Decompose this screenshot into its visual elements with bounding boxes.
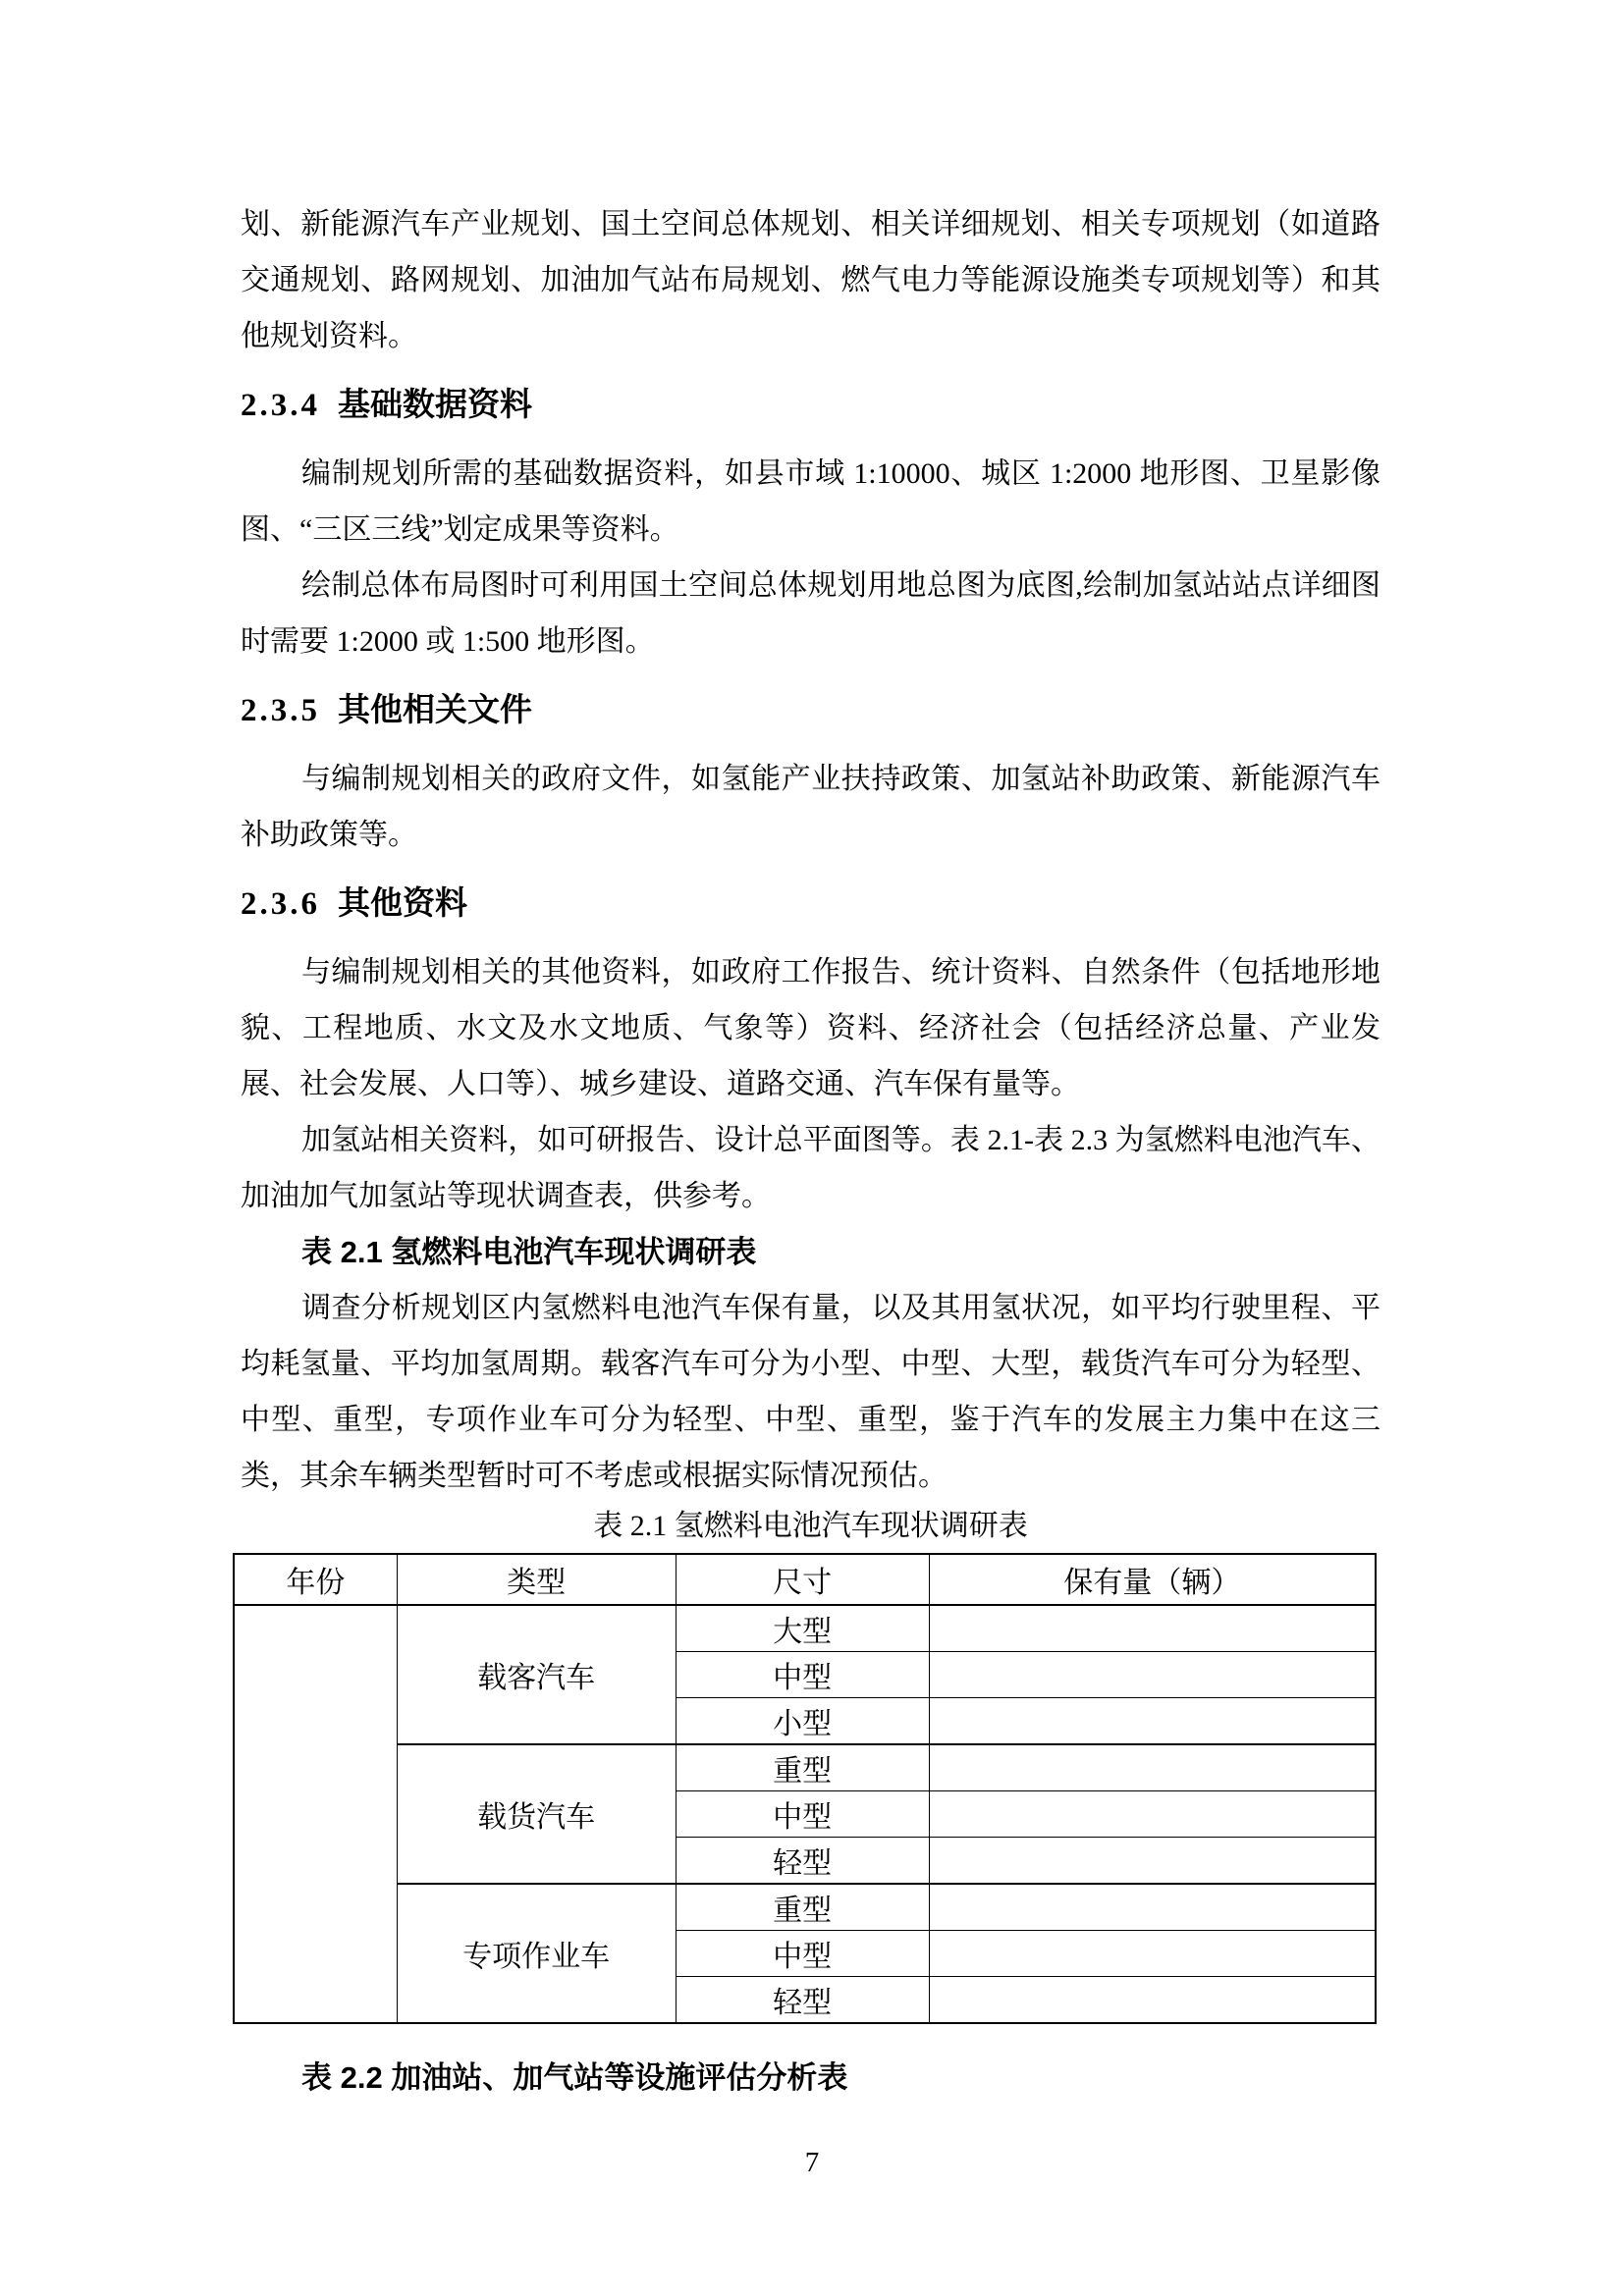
cell-size: 重型	[676, 1884, 929, 1931]
header-type: 类型	[397, 1554, 676, 1605]
cell-size: 中型	[676, 1931, 929, 1977]
cell-size: 大型	[676, 1605, 929, 1652]
paragraph: 编制规划所需的基础数据资料，如县市域 1:10000、城区 1:2000 地形图、卫星影像图、“三区三线”划定成果等资料。	[241, 457, 1380, 546]
cell-size: 重型	[676, 1744, 929, 1791]
section-heading-2-3-5	[241, 683, 1380, 739]
section-title: 其他资料	[338, 886, 467, 922]
cell-value	[929, 1744, 1376, 1791]
section-number: 2.3.6	[241, 886, 320, 922]
table-2-1-caption: 表 2.1 氢燃料电池汽车现状调研表	[593, 1510, 1028, 1542]
table-header-row	[234, 1554, 1376, 1605]
cell-size: 中型	[676, 1652, 929, 1698]
section-heading-2-3-6	[241, 877, 1380, 933]
page-content	[241, 196, 1380, 2106]
table-2-1-intro-paragraph: 调查分析规划区内氢燃料电池汽车保有量，以及其用氢状况，如平均行驶里程、平均耗氢量、平均加氢周期。载客汽车可分为小型、中型、大型，载货汽车可分为轻型、中型、重型，专项作业车可分为轻型、中型、重型，鉴于汽车的发展主力集中在这三类，其余车辆类型暂时可不考虑或根据实际情况预估。	[241, 1292, 1380, 1492]
paragraph: 与编制规划相关的其他资料，如政府工作报告、统计资料、自然条件（包括地形地貌、工程地质、水文及水文地质、气象等）资料、经济社会（包括经济总量、产业发展、社会发展、人口等）、城乡建设、道路交通、汽车保有量等。	[241, 956, 1380, 1100]
paragraph: 加氢站相关资料，如可研报告、设计总平面图等。表 2.1-表 2.3 为氢燃料电池汽车、加油加气加氢站等现状调查表，供参考。	[241, 1124, 1380, 1212]
cell-value	[929, 1791, 1376, 1838]
table-row	[234, 1605, 1376, 1652]
cell-type-truck: 载货汽车	[397, 1744, 676, 1884]
section-number: 2.3.4	[241, 388, 320, 423]
section-title: 基础数据资料	[338, 388, 532, 423]
cell-value	[929, 1698, 1376, 1745]
cell-size: 小型	[676, 1698, 929, 1745]
section-heading-2-3-4	[241, 378, 1380, 434]
cell-value	[929, 1605, 1376, 1652]
table-2-2-heading: 表 2.2 加油站、加气站等设施评估分析表	[301, 2060, 848, 2095]
cell-value	[929, 1838, 1376, 1885]
header-size: 尺寸	[676, 1554, 929, 1605]
paragraph: 与编制规划相关的政府文件，如氢能产业扶持政策、加氢站补助政策、新能源汽车补助政策等。	[241, 763, 1380, 851]
vehicle-survey-table	[233, 1553, 1377, 2024]
paragraph: 绘制总体布局图时可利用国土空间总体规划用地总图为底图,绘制加氢站站点详细图时需要 1:2000 或 1:500 地形图。	[241, 569, 1380, 658]
header-year: 年份	[234, 1554, 397, 1605]
table-row	[234, 1884, 1376, 1931]
cell-year	[234, 1605, 397, 2023]
cell-value	[929, 1977, 1376, 2024]
cell-value	[929, 1931, 1376, 1977]
cell-value	[929, 1652, 1376, 1698]
cell-type-passenger: 载客汽车	[397, 1605, 676, 1744]
section-number: 2.3.5	[241, 693, 320, 728]
page-number: 7	[804, 2147, 820, 2178]
table-row	[234, 1744, 1376, 1791]
cell-type-special: 专项作业车	[397, 1884, 676, 2023]
paragraph-continued: 划、新能源汽车产业规划、国土空间总体规划、相关详细规划、相关专项规划（如道路交通规划、路网规划、加油加气站布局规划、燃气电力等能源设施类专项规划等）和其他规划资料。	[241, 208, 1380, 352]
cell-size: 轻型	[676, 1838, 929, 1885]
cell-value	[929, 1884, 1376, 1931]
table-2-1-inline-heading: 表 2.1 氢燃料电池汽车现状调研表	[301, 1235, 757, 1269]
section-title: 其他相关文件	[338, 693, 532, 728]
header-ownership: 保有量（辆）	[929, 1554, 1376, 1605]
cell-size: 中型	[676, 1791, 929, 1838]
cell-size: 轻型	[676, 1977, 929, 2024]
